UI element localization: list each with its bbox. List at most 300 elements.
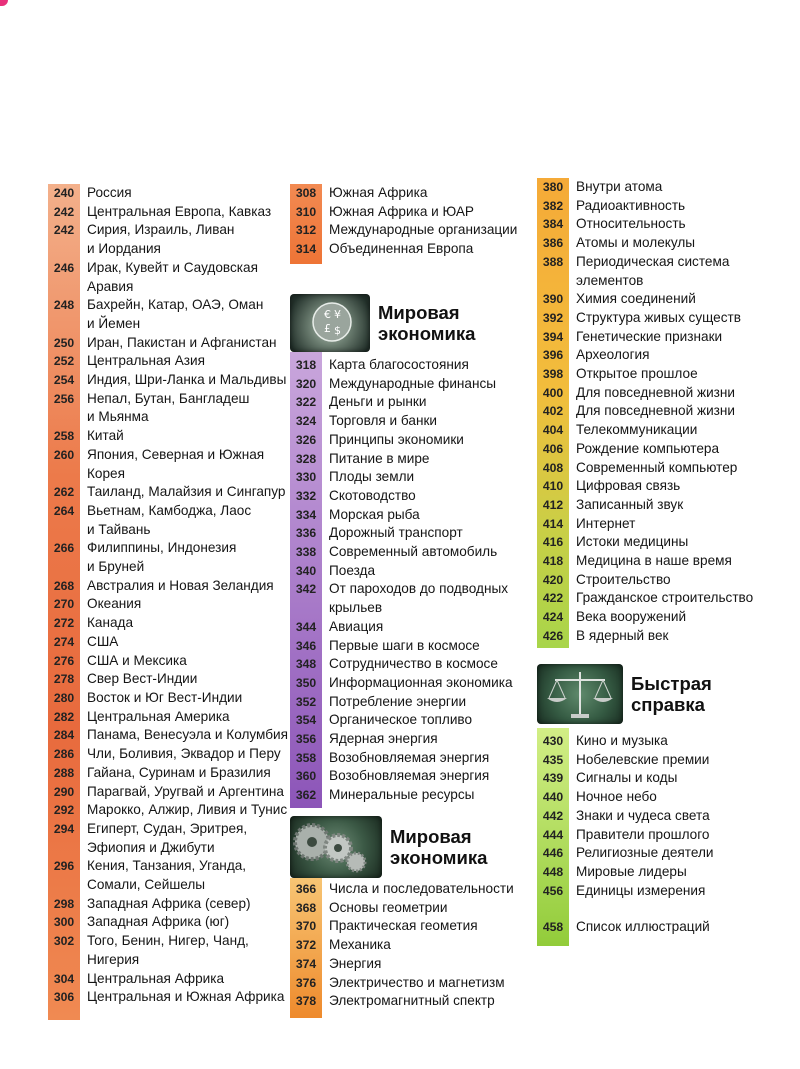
toc-entry[interactable] [537,863,787,882]
toc-entry[interactable] [290,240,530,259]
entry-title [569,496,683,515]
entry-title [80,539,236,576]
toc-entry[interactable] [537,309,787,328]
page-number: 308 [295,186,317,200]
page-number: 268 [53,578,75,593]
page-number: 248 [53,298,75,313]
toc-entry[interactable] [290,655,530,674]
toc-entry[interactable] [48,670,288,689]
page-number: 294 [53,821,75,836]
toc-entry[interactable] [48,913,288,932]
toc-entry[interactable] [537,440,787,459]
entry-title [322,880,514,899]
entry-title-line: и Иордания [87,241,161,257]
toc-entry[interactable] [48,970,288,989]
entry-title-line: Принципы экономики [329,431,464,447]
toc-entry[interactable] [537,751,787,770]
toc-entry[interactable] [537,788,787,807]
toc-entry[interactable] [290,562,530,581]
page-number: 392 [542,310,564,325]
entry-title [569,178,662,197]
toc-entry[interactable] [290,543,530,562]
toc-entry[interactable] [48,259,288,296]
entry-title [322,375,496,394]
toc-entry[interactable] [48,614,288,633]
entry-title [569,769,677,788]
toc-entry[interactable] [537,197,787,216]
entry-title [80,820,247,857]
page-number: 398 [542,367,564,382]
entry-title-line: Современный компьютер [576,459,738,475]
entry-title-line: Центральная Африка [87,970,225,986]
page-number: 440 [542,790,564,805]
toc-column-2 [290,184,530,1020]
toc-entry[interactable] [537,253,787,290]
entry-title-line: Энергия [329,955,382,971]
toc-entry[interactable] [290,637,530,656]
entry-title [322,637,480,656]
toc-entry[interactable] [290,992,530,1011]
entry-title [322,431,464,450]
entry-title [80,708,230,727]
toc-entry[interactable] [537,769,787,788]
entry-title-line: Нобелевские премии [576,751,710,767]
entry-title-line: Медицина в наше время [576,553,732,569]
toc-entry[interactable] [48,184,288,203]
toc-entry[interactable] [537,627,787,646]
page-number: 258 [53,429,75,444]
section-header-mathematics [290,816,487,878]
entry-title [322,450,430,469]
page-number: 448 [542,864,564,879]
toc-entry[interactable] [537,346,787,365]
toc-entry[interactable] [48,801,288,820]
page-number: 320 [295,376,317,391]
toc-entry[interactable] [48,577,288,596]
page-number: 246 [53,260,75,275]
page-number: 284 [53,728,75,743]
entry-title-line: Южная Африка [329,185,428,200]
entry-title [80,184,132,203]
page-number: 254 [53,373,75,388]
toc-entry[interactable] [48,895,288,914]
entry-title-line: В ядерный век [576,627,669,643]
entry-title-line: Для повседневной жизни [576,403,736,419]
toc-entry[interactable] [48,539,288,576]
entry-title [569,421,697,440]
toc-entry[interactable] [537,533,787,552]
entry-title [322,618,383,637]
entry-title-line: Рождение компьютера [576,440,719,456]
page-number: 368 [295,900,317,915]
entry-title [322,974,505,993]
entry-title-line: Корея [87,465,125,481]
entry-title [569,751,709,770]
entry-title-line: Канада [87,615,134,631]
entry-title-line: Электромагнитный спектр [329,993,495,1009]
page-number: 344 [295,619,317,634]
coins-icon [290,294,370,352]
toc-entry[interactable] [48,988,288,1007]
toc-entry[interactable] [290,412,530,431]
entry-title [322,674,513,693]
entry-title-line: Австралия и Новая Зеландия [87,577,274,593]
entry-title [80,895,251,914]
entry-title [322,543,497,562]
page-number: 416 [542,535,564,550]
toc-entry[interactable] [48,726,288,745]
entry-title [569,863,687,882]
entry-title [322,749,489,768]
toc-entry[interactable] [290,899,530,918]
entry-title-line: Органическое топливо [329,712,473,728]
entry-title-line: Питание в мире [329,450,430,466]
entry-title [322,393,426,412]
entry-title-line: Правители прошлого [576,826,710,842]
entry-title-line: Вьетнам, Камбоджа, Лаос [87,502,252,518]
entry-title-line: Скотоводство [329,487,416,503]
entry-title-line: Ирак, Кувейт и Саудовская [87,259,258,275]
toc-entry[interactable] [48,595,288,614]
entry-title-line: Знаки и чудеса света [576,807,710,823]
entry-title [322,184,427,203]
toc-column-1 [48,184,288,1020]
page-number: 322 [295,395,317,410]
page-number: 264 [53,503,75,518]
entry-title [322,562,375,581]
entry-title-line: Для повседневной жизни [576,384,736,400]
toc-entry[interactable] [537,918,787,937]
entry-title-line: Сомали, Сейшелы [87,877,206,893]
entry-title-line: Океания [87,596,142,612]
page-number: 270 [53,597,75,612]
entry-title-line: Непал, Бутан, Бангладеш [87,390,250,406]
toc-entry[interactable] [537,844,787,863]
svg-text:€: € [324,308,331,321]
toc-entry[interactable] [537,234,787,253]
toc-entry[interactable] [290,955,530,974]
entry-title [322,711,472,730]
toc-entry[interactable] [537,496,787,515]
entry-title-line: Панама, Венесуэла и Колумбия [87,727,288,743]
gears-icon [290,816,382,878]
page-number: 324 [295,414,317,429]
entry-title-line: Международные организации [329,222,518,238]
toc-entry[interactable] [290,693,530,712]
entry-title-line: Минеральные ресурсы [329,787,475,803]
entry-title [569,732,668,751]
toc-entry[interactable] [537,215,787,234]
page-number: 338 [295,545,317,560]
page-number: 394 [542,329,564,344]
entry-title [569,328,722,347]
entry-title-line: Бахрейн, Катар, ОАЭ, Оман [87,297,264,313]
page-number: 312 [295,223,317,238]
entry-title-line: Центральная Америка [87,708,230,724]
toc-entry[interactable] [290,524,530,543]
toc-entry[interactable] [290,468,530,487]
toc-entry[interactable] [290,974,530,993]
page-number: 378 [295,994,317,1009]
page-number: 422 [542,591,564,606]
entry-title-line: Открытое прошлое [576,366,698,382]
toc-entry[interactable] [290,618,530,637]
toc-entry[interactable] [48,352,288,371]
entry-title [569,788,657,807]
toc-entry[interactable] [48,446,288,483]
entry-title [80,577,274,596]
entry-title-line: Атомы и молекулы [576,235,696,251]
page-number: 346 [295,638,317,653]
entry-title [322,992,495,1011]
page-number: 424 [542,610,564,625]
page-number: 274 [53,634,75,649]
toc-entry[interactable] [537,826,787,845]
entry-title-line: Кино и музыка [576,733,668,748]
entry-title-line: Дорожный транспорт [329,525,463,541]
toc-entry[interactable] [537,807,787,826]
toc-entry[interactable] [537,732,787,751]
toc-entry[interactable] [290,450,530,469]
toc-entry[interactable] [290,674,530,693]
entry-title-line: Века вооружений [576,609,687,625]
page-number: 340 [295,563,317,578]
page-number: 240 [53,186,75,200]
entry-title [80,259,258,296]
page-number: 382 [542,198,564,213]
toc-entry[interactable] [537,477,787,496]
page-number: 350 [295,675,317,690]
entry-title [569,552,732,571]
entry-title-line: Таиланд, Малайзия и Сингапур [87,484,286,500]
corner-accent [0,0,8,6]
page-number: 272 [53,616,75,631]
section-header-economics [290,294,475,352]
page-number: 310 [295,204,317,219]
toc-entry[interactable] [48,427,288,446]
entry-title [322,580,508,617]
toc-entry[interactable] [537,402,787,421]
toc-entry[interactable] [48,857,288,894]
page-number: 406 [542,441,564,456]
entry-title-line: и Тайвань [87,521,151,537]
page-number: 444 [542,827,564,842]
toc-entry[interactable] [537,365,787,384]
entry-title [569,807,710,826]
page-number: 426 [542,628,564,643]
page-number: 456 [542,883,564,898]
entry-title [569,571,671,590]
toc-entry[interactable] [290,730,530,749]
entry-title-line: Единицы измерения [576,882,706,898]
entry-title [80,988,284,1007]
entry-title-line: Плоды земли [329,469,415,485]
entry-title [569,384,735,403]
toc-entry[interactable] [290,184,530,203]
entry-title-line: Гражданское строительство [576,590,754,606]
entry-title [80,296,263,333]
toc-entry[interactable] [537,515,787,534]
entry-title [322,487,416,506]
toc-entry[interactable] [48,745,288,764]
entry-title [322,936,391,955]
toc-entry[interactable] [290,506,530,525]
entry-title [80,783,284,802]
toc-entry[interactable] [48,296,288,333]
toc-entry[interactable] [48,371,288,390]
page-number: 396 [542,348,564,363]
toc-entry[interactable] [48,633,288,652]
page-number: 318 [295,358,317,372]
toc-entry[interactable] [290,356,530,375]
toc-entry[interactable] [290,711,530,730]
toc-entry[interactable] [537,552,787,571]
entry-title [322,655,498,674]
page-number: 404 [542,423,564,438]
entry-title-line: Аравия [87,278,134,294]
page-number: 356 [295,732,317,747]
toc-entry[interactable] [537,571,787,590]
page-number: 366 [295,882,317,896]
entry-title-line: Мировые лидеры [576,863,687,879]
toc-entry[interactable] [290,767,530,786]
entry-title-line: Возобновляемая энергия [329,749,490,765]
toc-entry[interactable] [290,936,530,955]
page-number: 250 [53,335,75,350]
entry-title-line: и Йемен [87,315,141,331]
toc-entry[interactable] [290,221,530,240]
entry-title-line: Археология [576,347,650,363]
page-number: 386 [542,236,564,251]
toc-entry[interactable] [290,375,530,394]
entry-title [569,459,737,478]
entry-title [80,502,251,539]
entry-title [569,844,713,863]
entry-title [80,203,271,222]
page-number: 354 [295,713,317,728]
entry-title-line: Египерт, Судан, Эритрея, [87,820,248,836]
entry-title [569,918,710,937]
entry-title-line: Япония, Северная и Южная [87,446,265,462]
entry-title [80,689,242,708]
toc-entry[interactable] [48,221,288,258]
entry-title-line: и Бруней [87,559,145,575]
entry-title-line: элементов [576,272,644,288]
page-number: 439 [542,771,564,786]
toc-entry[interactable] [537,421,787,440]
entry-title [569,197,685,216]
toc-entry[interactable] [48,502,288,539]
page-number: 262 [53,485,75,500]
entry-title-line: Цифровая связь [576,478,681,494]
toc-entry[interactable] [48,932,288,969]
toc-entry[interactable] [48,483,288,502]
toc-entry[interactable] [48,203,288,222]
toc-entry[interactable] [537,589,787,608]
toc-entry[interactable] [48,334,288,353]
toc-entry[interactable] [290,393,530,412]
entry-title-line: Китай [87,428,124,444]
page-number: 292 [53,803,75,818]
page-number: 334 [295,507,317,522]
entry-title-line: Нигерия [87,951,140,967]
page-number: 414 [542,516,564,531]
entry-title-line: Структура живых существ [576,309,741,325]
toc-entry[interactable] [290,431,530,450]
toc-entry[interactable] [290,749,530,768]
entry-title-line: Центральная и Южная Африка [87,989,285,1005]
toc-entry[interactable] [537,459,787,478]
toc-entry[interactable] [48,652,288,671]
toc-entry[interactable] [48,708,288,727]
entry-title-line: Механика [329,937,391,953]
entry-title [80,390,249,427]
toc-entry[interactable] [537,384,787,403]
entry-title [322,506,420,525]
entry-title [80,970,224,989]
toc-entry[interactable] [537,178,787,197]
toc-entry[interactable] [48,783,288,802]
entry-title-line: Сотрудничество в космосе [329,656,498,672]
entry-title [569,608,686,627]
toc-entry[interactable] [537,608,787,627]
toc-entry[interactable] [290,786,530,805]
toc-entry[interactable] [48,390,288,427]
entry-title [569,290,696,309]
section-title: Мировая экономика [378,302,476,344]
entry-title-line: США [87,633,119,649]
page-number: 360 [295,769,317,784]
entry-title-line: Иран, Пакистан и Афганистан [87,334,277,350]
entry-title-line: Телекоммуникации [576,422,698,438]
entry-title-line: Потребление энергии [329,693,467,709]
page-number: 298 [53,896,75,911]
entry-title [322,468,414,487]
toc-entry[interactable] [537,290,787,309]
page-number: 358 [295,750,317,765]
entry-title [322,767,489,786]
entry-title [322,240,473,259]
entry-title [80,857,246,894]
svg-text:$: $ [334,324,341,337]
page-number: 442 [542,808,564,823]
entry-title [322,524,463,543]
entry-title [80,932,249,969]
entry-title-line: Центральная Азия [87,353,205,369]
entry-title-line: Внутри атома [576,179,663,194]
entry-title-line: Строительство [576,571,671,587]
toc-entry[interactable] [290,487,530,506]
toc-entry[interactable] [290,203,530,222]
entry-title [322,356,469,375]
entry-title-line: Религиозные деятели [576,845,714,861]
entry-title [80,371,286,390]
toc-entry[interactable] [290,880,530,899]
toc-entry[interactable] [48,820,288,857]
toc-entry[interactable] [290,917,530,936]
page-number: 400 [542,385,564,400]
toc-entry[interactable] [48,689,288,708]
entry-title-line: Химия соединений [576,291,696,307]
toc-entry[interactable] [537,328,787,347]
entry-title-line: Сирия, Израиль, Ливан [87,222,235,238]
toc-entry[interactable] [290,580,530,617]
page-number: 336 [295,526,317,541]
entry-title-line: Эфиопия и Джибути [87,839,215,855]
toc-entry[interactable] [537,882,787,901]
page-number: 304 [53,971,75,986]
toc-entry[interactable] [48,764,288,783]
